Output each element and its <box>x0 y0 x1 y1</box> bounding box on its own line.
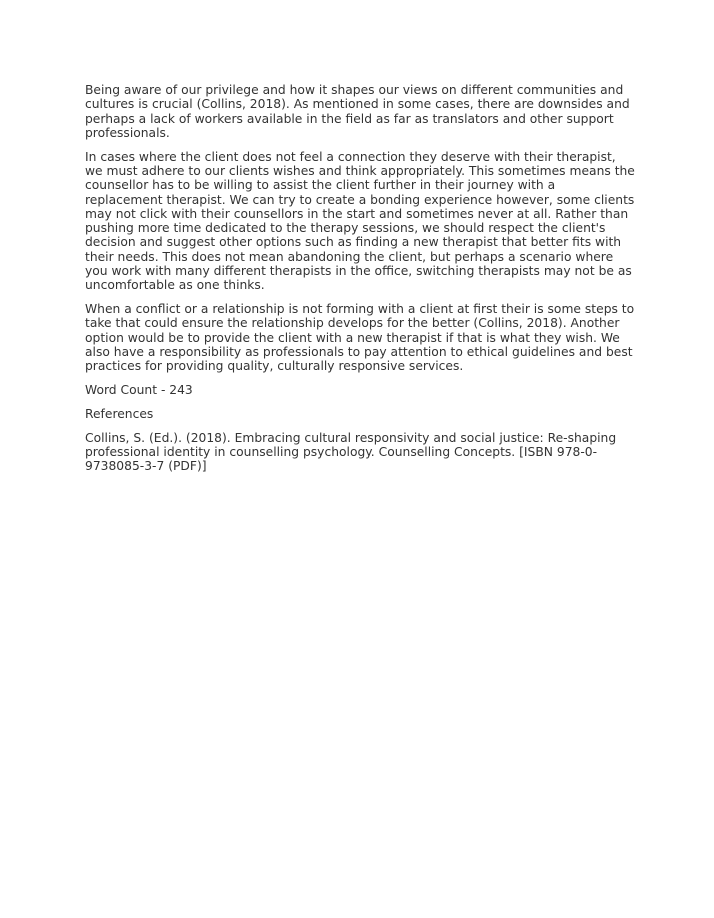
paragraph-client-connection: In cases where the client does not feel a connection they deserve with their therapist, we must adhere to our clients wishes and think appropriately. This sometimes means the counsellor has to be willing to assist the client further in their journey with a replacement therapist. We can try to create a bonding experience however, some clients may not click with their counsellors in the start and sometimes never at all. Rather than pushing more time dedicated to the therapy sessions, we should respect the client's decision and suggest other options such as finding a new therapist that better fits with their needs. This does not mean abandoning the client, but perhaps a scenario where you work with many different therapists in the office, switching therapists may not be as uncomfortable as one thinks. <box>85 149 635 293</box>
document-body <box>85 83 635 483</box>
word-count: Word Count - 243 <box>85 383 193 398</box>
paragraph-privilege: Being aware of our privilege and how it shapes our views on different communities and cultures is crucial (Collins, 2018). As mentioned in some cases, there are downsides and perhaps a lack of workers available in the field as far as translators and other support professionals. <box>85 83 630 140</box>
paragraph-conflict: When a conflict or a relationship is not forming with a client at first their is some steps to take that could ensure the relationship develops for the better (Collins, 2018). Another option would be to provide the client with a new therapist if that is what they wish. We also have a responsibility as professionals to pay attention to ethical guidelines and best practices for providing quality, culturally responsive services. <box>85 302 635 374</box>
reference-entry: Collins, S. (Ed.). (2018). Embracing cultural responsivity and social justice: Re-shaping professional identity in counselling psychology. Counselling Concepts. [ISBN 978-0-9738085-3-7 (PDF)] <box>85 430 617 474</box>
references-heading: References <box>85 406 154 421</box>
